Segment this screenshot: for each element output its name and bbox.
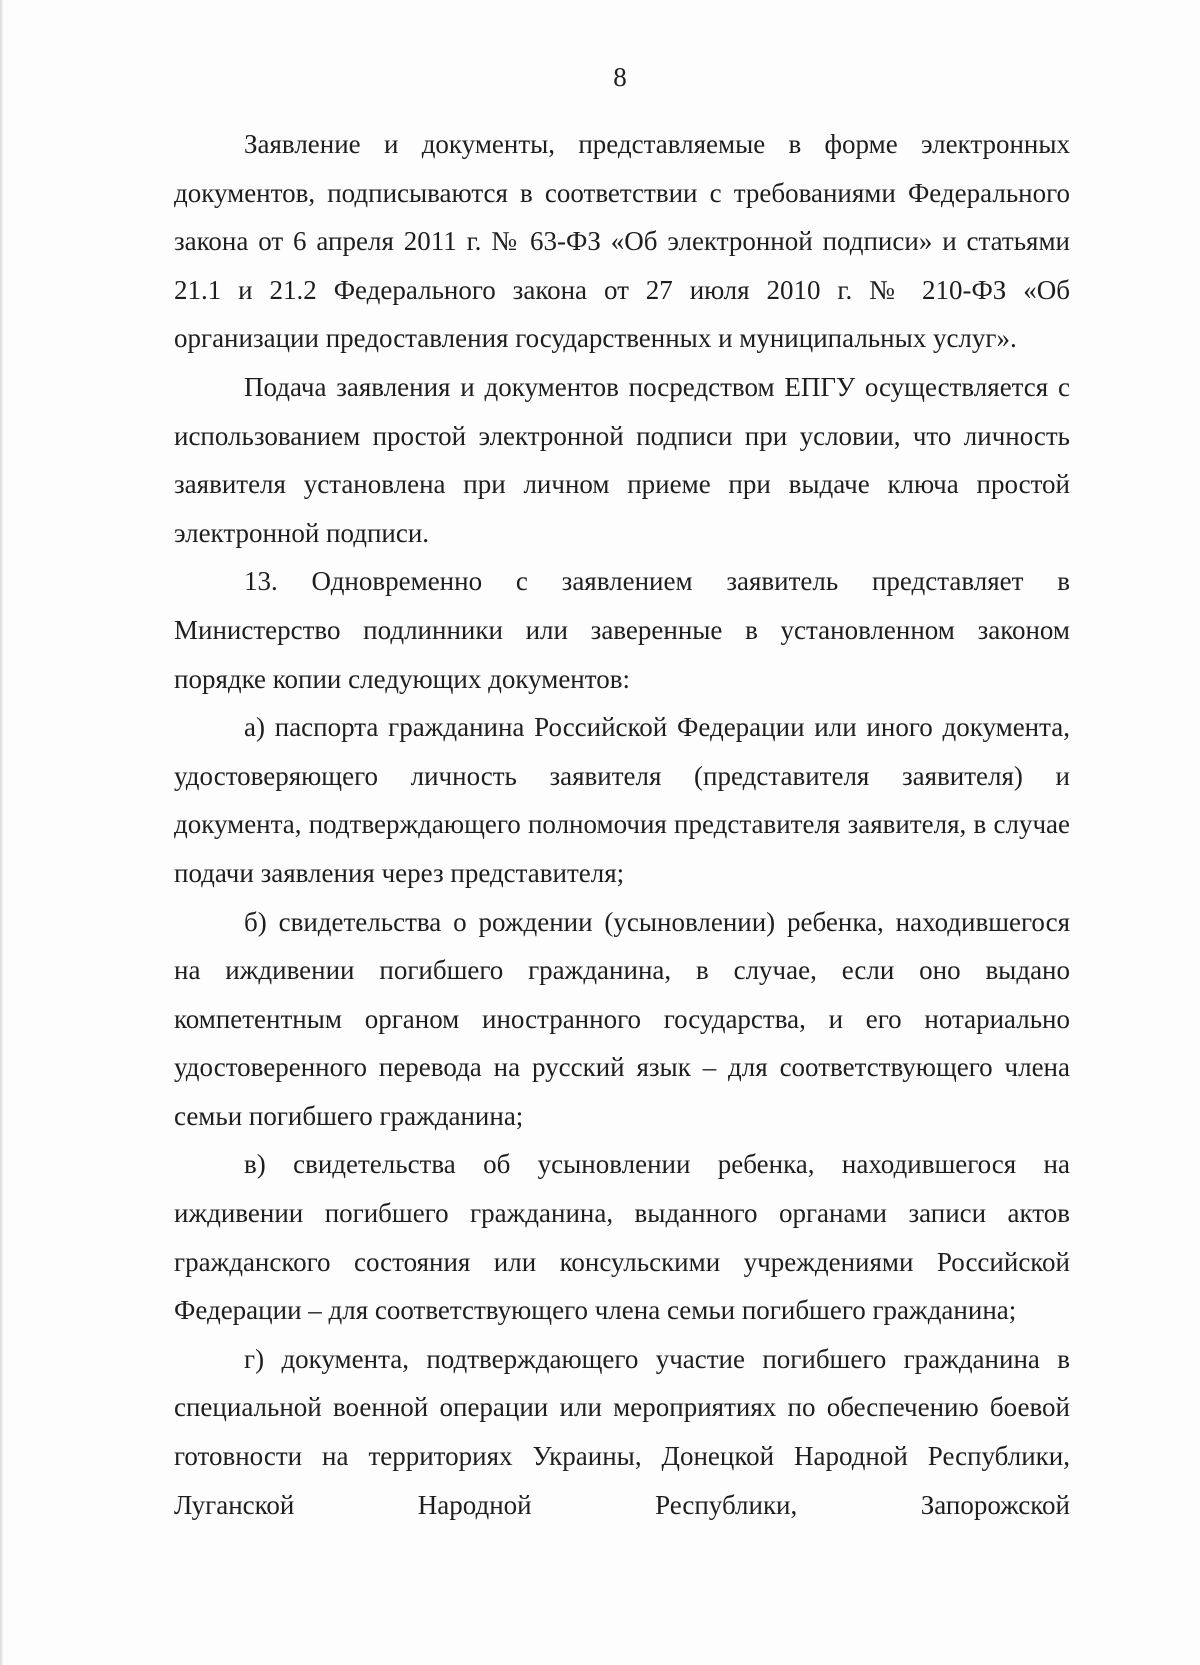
document-body [174, 120, 1070, 1529]
page-number: 8 [613, 62, 627, 92]
paragraph-subitem-v: в) свидетельства об усыновлении ребенка, находившегося на иждивении погибшего гражданина, выданного органами записи актов гражданского состояния или консульскими учреждениями Российской Федерации – для соответствующего члена семьи погибшего гражданина; [174, 1149, 1070, 1326]
paragraph-subitem-b: б) свидетельства о рождении (усыновлении) ребенка, находившегося на иждивении погибшего гражданина, в случае, если оно выдано компетентным органом иностранного государства, и его нотариально удостоверенного перевода на русский язык – для соответствующего члена семьи погибшего гражданина; [174, 906, 1070, 1131]
paragraph-subitem-a: а) паспорта гражданина Российской Федерации или иного документа, удостоверяющего личность заявителя (представителя заявителя) и документа, подтверждающего полномочия представителя заявителя, в случае подачи заявления через представителя; [174, 712, 1070, 888]
paragraph-epgu-submission: Подача заявления и документов посредством ЕПГУ осуществляется с использованием простой электронной подписи при условии, что личность заявителя установлена при личном приеме при выдаче ключа простой электронной подписи. [174, 371, 1070, 548]
scan-edge [0, 0, 3, 1665]
paragraph-signature-requirements: Заявление и документы, представляемые в форме электронных документов, подписываются в соответствии с требованиями Федерального закона от 6 апреля 2011 г. № 63-ФЗ «Об электронной подписи» и статьями 21.1 и 21.2 Федерального закона от 27 июля 2010 г. № 210-ФЗ «Об организации предоставления государственных и муниципальных услуг». [174, 129, 1070, 354]
paragraph-subitem-g: г) документа, подтверждающего участие погибшего гражданина в специальной военной операции или мероприятиях по обеспечению боевой готовности на территориях Украины, Донецкой Народной Республики, Луганской Народной Республики, Запорожской [174, 1343, 1070, 1520]
paragraph-item-13: 13. Одновременно с заявлением заявитель представляет в Министерство подлинники или заверенные в установленном законом порядке копии следующих документов: [174, 566, 1070, 694]
